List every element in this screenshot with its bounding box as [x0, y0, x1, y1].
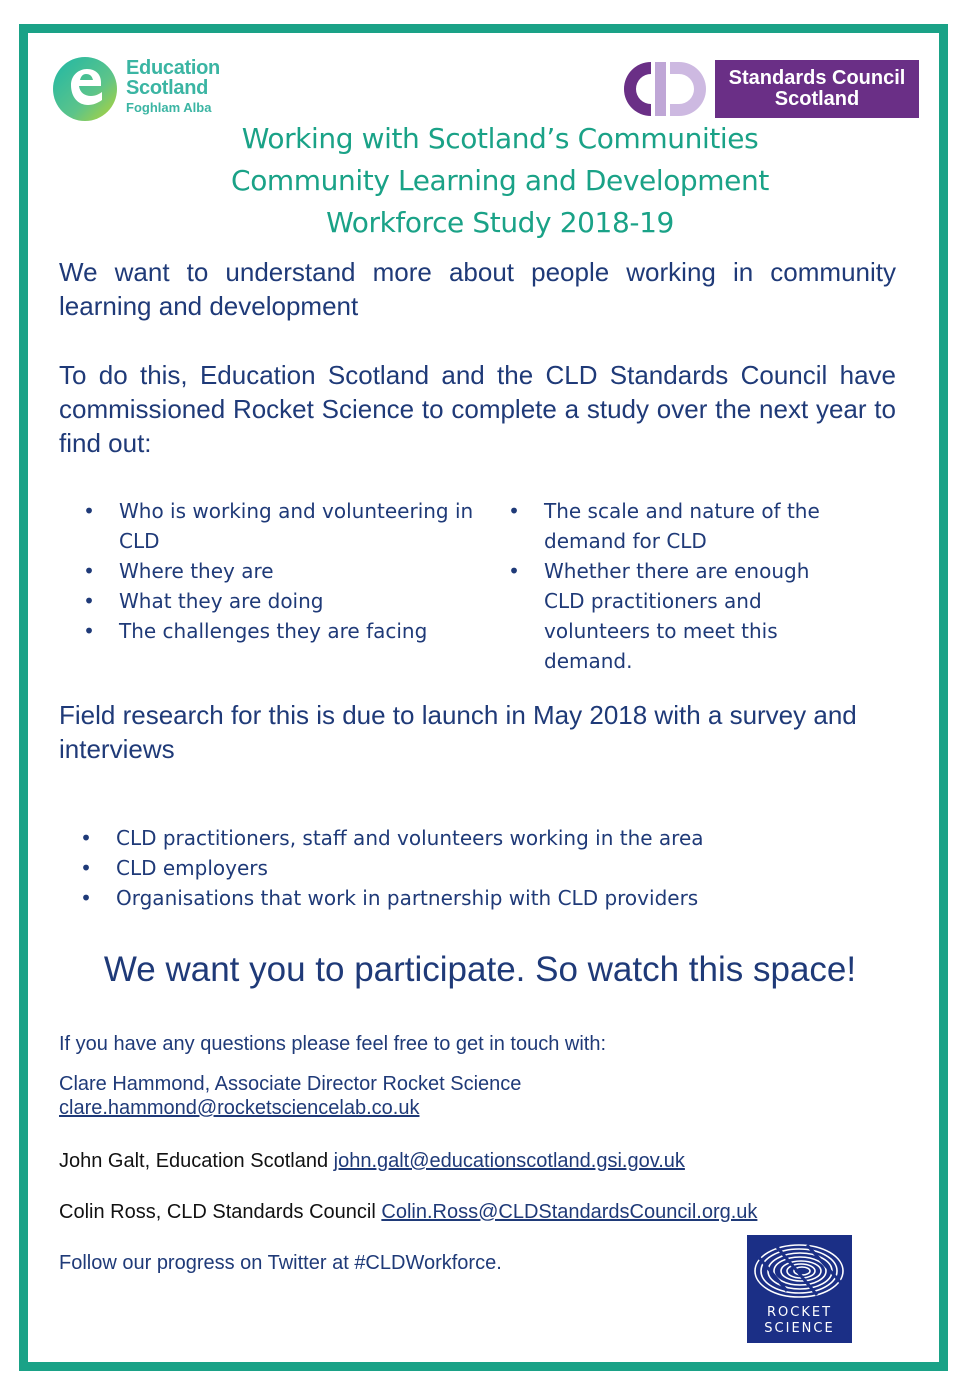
- contact-colin-email-link[interactable]: Colin.Ross@CLDStandardsCouncil.org.uk: [381, 1201, 758, 1223]
- es-logo-line2: Scotland: [126, 77, 209, 99]
- bullet-icon: [56, 823, 116, 853]
- contact-john: [59, 1149, 685, 1173]
- list-item: • CLD practitioners, staff and volunteers working in the area: [56, 823, 856, 853]
- bullet-icon: [484, 556, 544, 586]
- list-item: • Where they are: [59, 556, 479, 586]
- rocket-science-wordmark: ROCKET SCIENCE: [764, 1305, 835, 1336]
- standards-council-logo: [621, 58, 919, 120]
- bullet-icon: [56, 853, 116, 883]
- list-item: • CLD employers: [56, 853, 856, 883]
- bullet-icon: [59, 616, 119, 646]
- title-line1: Working with Scotland’s Communities: [241, 122, 759, 155]
- call-to-action: We want you to participate. So watch this space!: [103, 950, 857, 989]
- contact-intro: If you have any questions please feel free to get in touch with:: [59, 1033, 607, 1055]
- bullet-icon: [59, 496, 119, 526]
- list-item: • Who is working and volunteering in CLD: [59, 496, 479, 556]
- participants-list: [56, 823, 856, 913]
- contact-clare-name: Clare Hammond, Associate Director Rocket Science: [59, 1073, 522, 1095]
- es-logo-line1: Education: [126, 57, 220, 79]
- list-item: • Whether there are enough CLD practitioners and volunteers to meet this demand.: [484, 556, 844, 676]
- fingerprint-swirl-icon: [747, 1235, 852, 1305]
- contact-clare-email-link[interactable]: clare.hammond@rocketsciencelab.co.uk: [59, 1097, 420, 1119]
- education-scotland-e-icon: [53, 55, 123, 125]
- scs-logo-line1: Standards Council: [728, 67, 906, 89]
- es-logo-line3: Foghlam Alba: [126, 100, 212, 115]
- cld-mark-icon: [621, 58, 715, 120]
- list-item: • The challenges they are facing: [59, 616, 479, 646]
- bullet-icon: [59, 556, 119, 586]
- title-line3: Workforce Study 2018-19: [326, 206, 674, 239]
- contact-john-email-link[interactable]: john.galt@educationscotland.gsi.gov.uk: [333, 1150, 685, 1172]
- poster-title: [80, 118, 920, 244]
- list-item: • Organisations that work in partnership with CLD providers: [56, 883, 856, 913]
- twitter-follow-text: Follow our progress on Twitter at #CLDWorkforce.: [59, 1252, 502, 1274]
- bullet-icon: [56, 883, 116, 913]
- bullet-icon: [59, 586, 119, 616]
- contact-colin-name: Colin Ross, CLD Standards Council: [59, 1201, 376, 1223]
- contact-john-name: John Galt, Education Scotland: [59, 1150, 329, 1172]
- bullet-icon: [484, 496, 544, 526]
- contact-colin: [59, 1200, 757, 1224]
- education-scotland-logo: [53, 55, 228, 125]
- standards-council-wordmark: [715, 60, 919, 118]
- field-research-paragraph: Field research for this is due to launch in May 2018 with a survey and interviews: [59, 700, 857, 764]
- findings-list-right: [484, 496, 844, 676]
- intro-paragraph-1: We want to understand more about people working in community learning and development: [59, 257, 896, 321]
- contact-clare: [59, 1072, 521, 1120]
- scs-logo-line2: Scotland: [774, 88, 860, 110]
- findings-list-left: [59, 496, 479, 646]
- title-line2: Community Learning and Development: [231, 164, 769, 197]
- intro-paragraph-2: To do this, Education Scotland and the CLD Standards Council have commissioned Rocket Science to complete a study over the next year to find out:: [59, 360, 896, 458]
- list-item: • The scale and nature of the demand for CLD: [484, 496, 844, 556]
- list-item: • What they are doing: [59, 586, 479, 616]
- rocket-science-logo: [747, 1235, 852, 1343]
